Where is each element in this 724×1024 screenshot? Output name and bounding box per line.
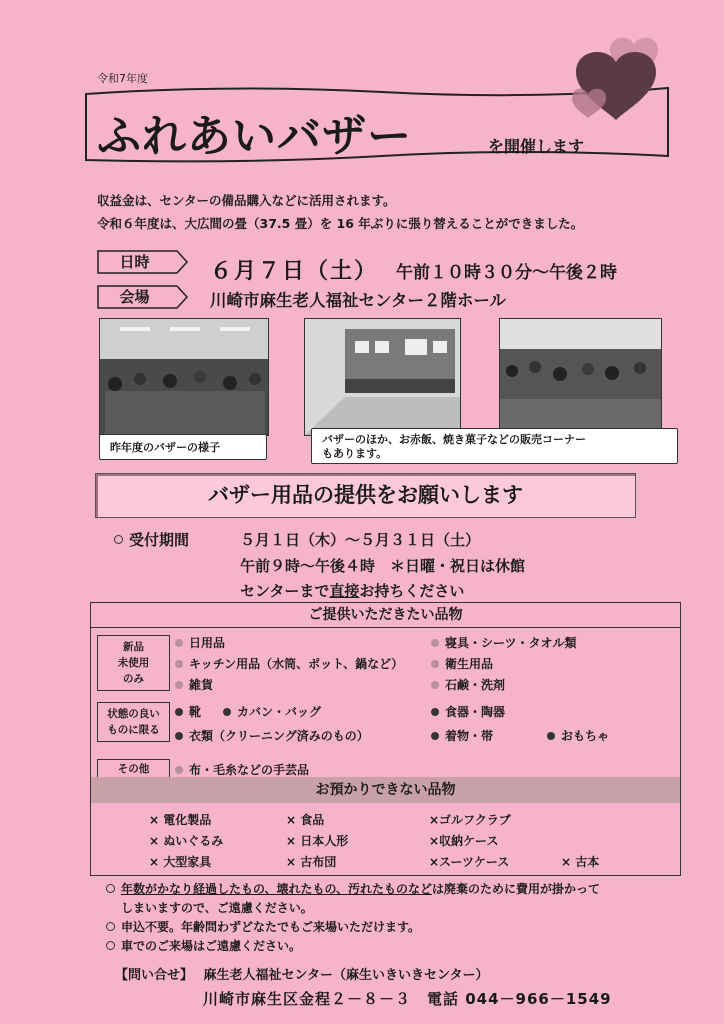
reception-dates: ５月１日（木）～５月３１日（土） — [240, 531, 481, 549]
list-item: ×スーツケース — [429, 855, 510, 869]
note-3-text: 車でのご来場はご遠慮ください。 — [121, 939, 302, 953]
page-title: ふれあいバザー — [97, 111, 412, 162]
reception-hours: 午前９時～午後４時 ＊日曜・祝日は休館 — [240, 557, 526, 575]
contact-line — [115, 964, 489, 983]
category-new-line-2: 未使用 — [117, 657, 150, 669]
contact-org: 麻生老人福祉センター（麻生いきいきセンター） — [203, 968, 489, 983]
bullet-icon — [431, 660, 439, 668]
list-item: おもちゃ — [547, 727, 609, 744]
list-item: ×収納ケース — [429, 834, 499, 848]
reception-period — [114, 529, 189, 550]
list-item: × 大型家具 — [149, 855, 212, 869]
list-item: 衣類（クリーニング済みのもの） — [175, 727, 369, 744]
intro-line-2: 令和６年度は、大広間の畳（37.5 畳）を 16 年ぶりに張り替えることができました。 — [97, 216, 584, 231]
list-item: 着物・帯 — [431, 727, 493, 744]
list-item: × 古本 — [561, 855, 600, 869]
reception-period-label: 受付期間 — [129, 531, 190, 549]
photo-caption-right — [311, 428, 678, 464]
bullet-icon — [106, 941, 115, 950]
category-new-line-3: のみ — [123, 673, 144, 685]
fiscal-year-label: 令和7年度 — [97, 72, 148, 85]
bullet-icon — [431, 732, 439, 740]
bullet-icon — [175, 766, 183, 774]
category-new-line-1: 新品 — [123, 641, 144, 653]
bullet-icon — [114, 535, 123, 544]
note-2 — [106, 918, 420, 935]
photo-caption-left: 昨年度のバザーの様子 — [99, 434, 267, 460]
bring-prefix: センターまで — [240, 582, 330, 600]
items-table — [90, 602, 681, 876]
date-tag-label: 日時 — [119, 253, 150, 271]
contact-label: 【問い合せ】 — [115, 968, 194, 983]
bazaar-photo-1 — [99, 318, 269, 436]
bullet-icon — [175, 708, 183, 716]
list-item: 布・毛糸などの手芸品 — [175, 761, 309, 778]
bullet-icon — [175, 639, 183, 647]
bullet-icon — [223, 708, 231, 716]
bullet-icon — [175, 660, 183, 668]
bullet-icon — [175, 732, 183, 740]
list-item: × 電化製品 — [149, 813, 212, 827]
category-new — [97, 635, 170, 691]
list-item: 雑貨 — [175, 676, 213, 693]
event-time: 午前１０時３０分～午後２時 — [396, 263, 617, 283]
category-good-line-1: 状態の良い — [107, 708, 160, 720]
bullet-icon — [431, 681, 439, 689]
category-good-line-2: ものに限る — [107, 724, 160, 736]
bullet-icon — [106, 884, 115, 893]
category-other-label: その他 — [117, 763, 150, 775]
note-2-text: 申込不要。年齢問わずどなたでもご来場いただけます。 — [121, 920, 421, 934]
list-item: 靴 — [175, 703, 201, 720]
list-item: × 古布団 — [286, 855, 337, 869]
list-item: 衛生用品 — [431, 655, 493, 672]
bazaar-photo-2 — [304, 318, 461, 436]
list-item: 食器・陶器 — [431, 703, 505, 720]
list-item: × ぬいぐるみ — [149, 834, 224, 848]
bullet-icon — [547, 732, 555, 740]
event-venue: 川崎市麻生老人福祉センター２階ホール — [210, 291, 507, 310]
category-other — [97, 759, 170, 779]
contact-address: 川崎市麻生区金程２－８－３ 電話 044－966－1549 — [203, 990, 612, 1008]
list-item: 石鹸・洗剤 — [431, 676, 505, 693]
event-date: ６月７日（土） — [210, 259, 379, 284]
list-item: ×ゴルフクラブ — [429, 813, 511, 827]
bazaar-photo-3 — [499, 318, 662, 436]
date-tag — [97, 250, 189, 274]
photo-caption-right-line-2: もあります。 — [322, 447, 388, 460]
list-item: カバン・バッグ — [223, 703, 321, 720]
intro-line-1: 収益金は、センターの備品購入などに活用されます。 — [97, 193, 396, 208]
rejected-items-heading: お預かりできない品物 — [91, 777, 680, 803]
list-item: × 食品 — [286, 813, 325, 827]
list-item: 日用品 — [175, 634, 225, 651]
donation-heading: バザー用品の提供をお願いします — [95, 473, 636, 518]
list-item: × 日本人形 — [286, 834, 349, 848]
bring-suffix: お持ちください — [359, 582, 465, 600]
note-1-rest: は廃棄のために費用が掛かって — [432, 882, 601, 896]
photo-caption-right-line-1: バザーのほか、お赤飯、焼き菓子などの販売コーナー — [322, 433, 586, 446]
list-item: 寝具・シーツ・タオル類 — [431, 634, 577, 651]
note-3 — [106, 937, 301, 954]
hearts-icon — [572, 32, 664, 127]
venue-tag-label: 会場 — [119, 288, 150, 306]
note-1-underlined: 年数がかなり経過したもの、壊れたもの、汚れたものなど — [121, 882, 433, 896]
bullet-icon — [175, 681, 183, 689]
accepted-items-heading: ご提供いただきたい品物 — [91, 603, 680, 628]
bullet-icon — [431, 639, 439, 647]
page-subtitle: を開催します — [488, 137, 585, 156]
category-good-condition — [97, 702, 170, 742]
list-item: キッチン用品（水筒、ポット、鍋など） — [175, 655, 403, 672]
bring-instruction — [240, 580, 464, 601]
bring-direct: 直接 — [329, 582, 360, 600]
bullet-icon — [431, 708, 439, 716]
note-1 — [106, 880, 600, 897]
note-1-line-2: しまいますので、ご遠慮ください。 — [121, 901, 313, 915]
venue-tag — [97, 285, 189, 309]
bullet-icon — [106, 922, 115, 931]
